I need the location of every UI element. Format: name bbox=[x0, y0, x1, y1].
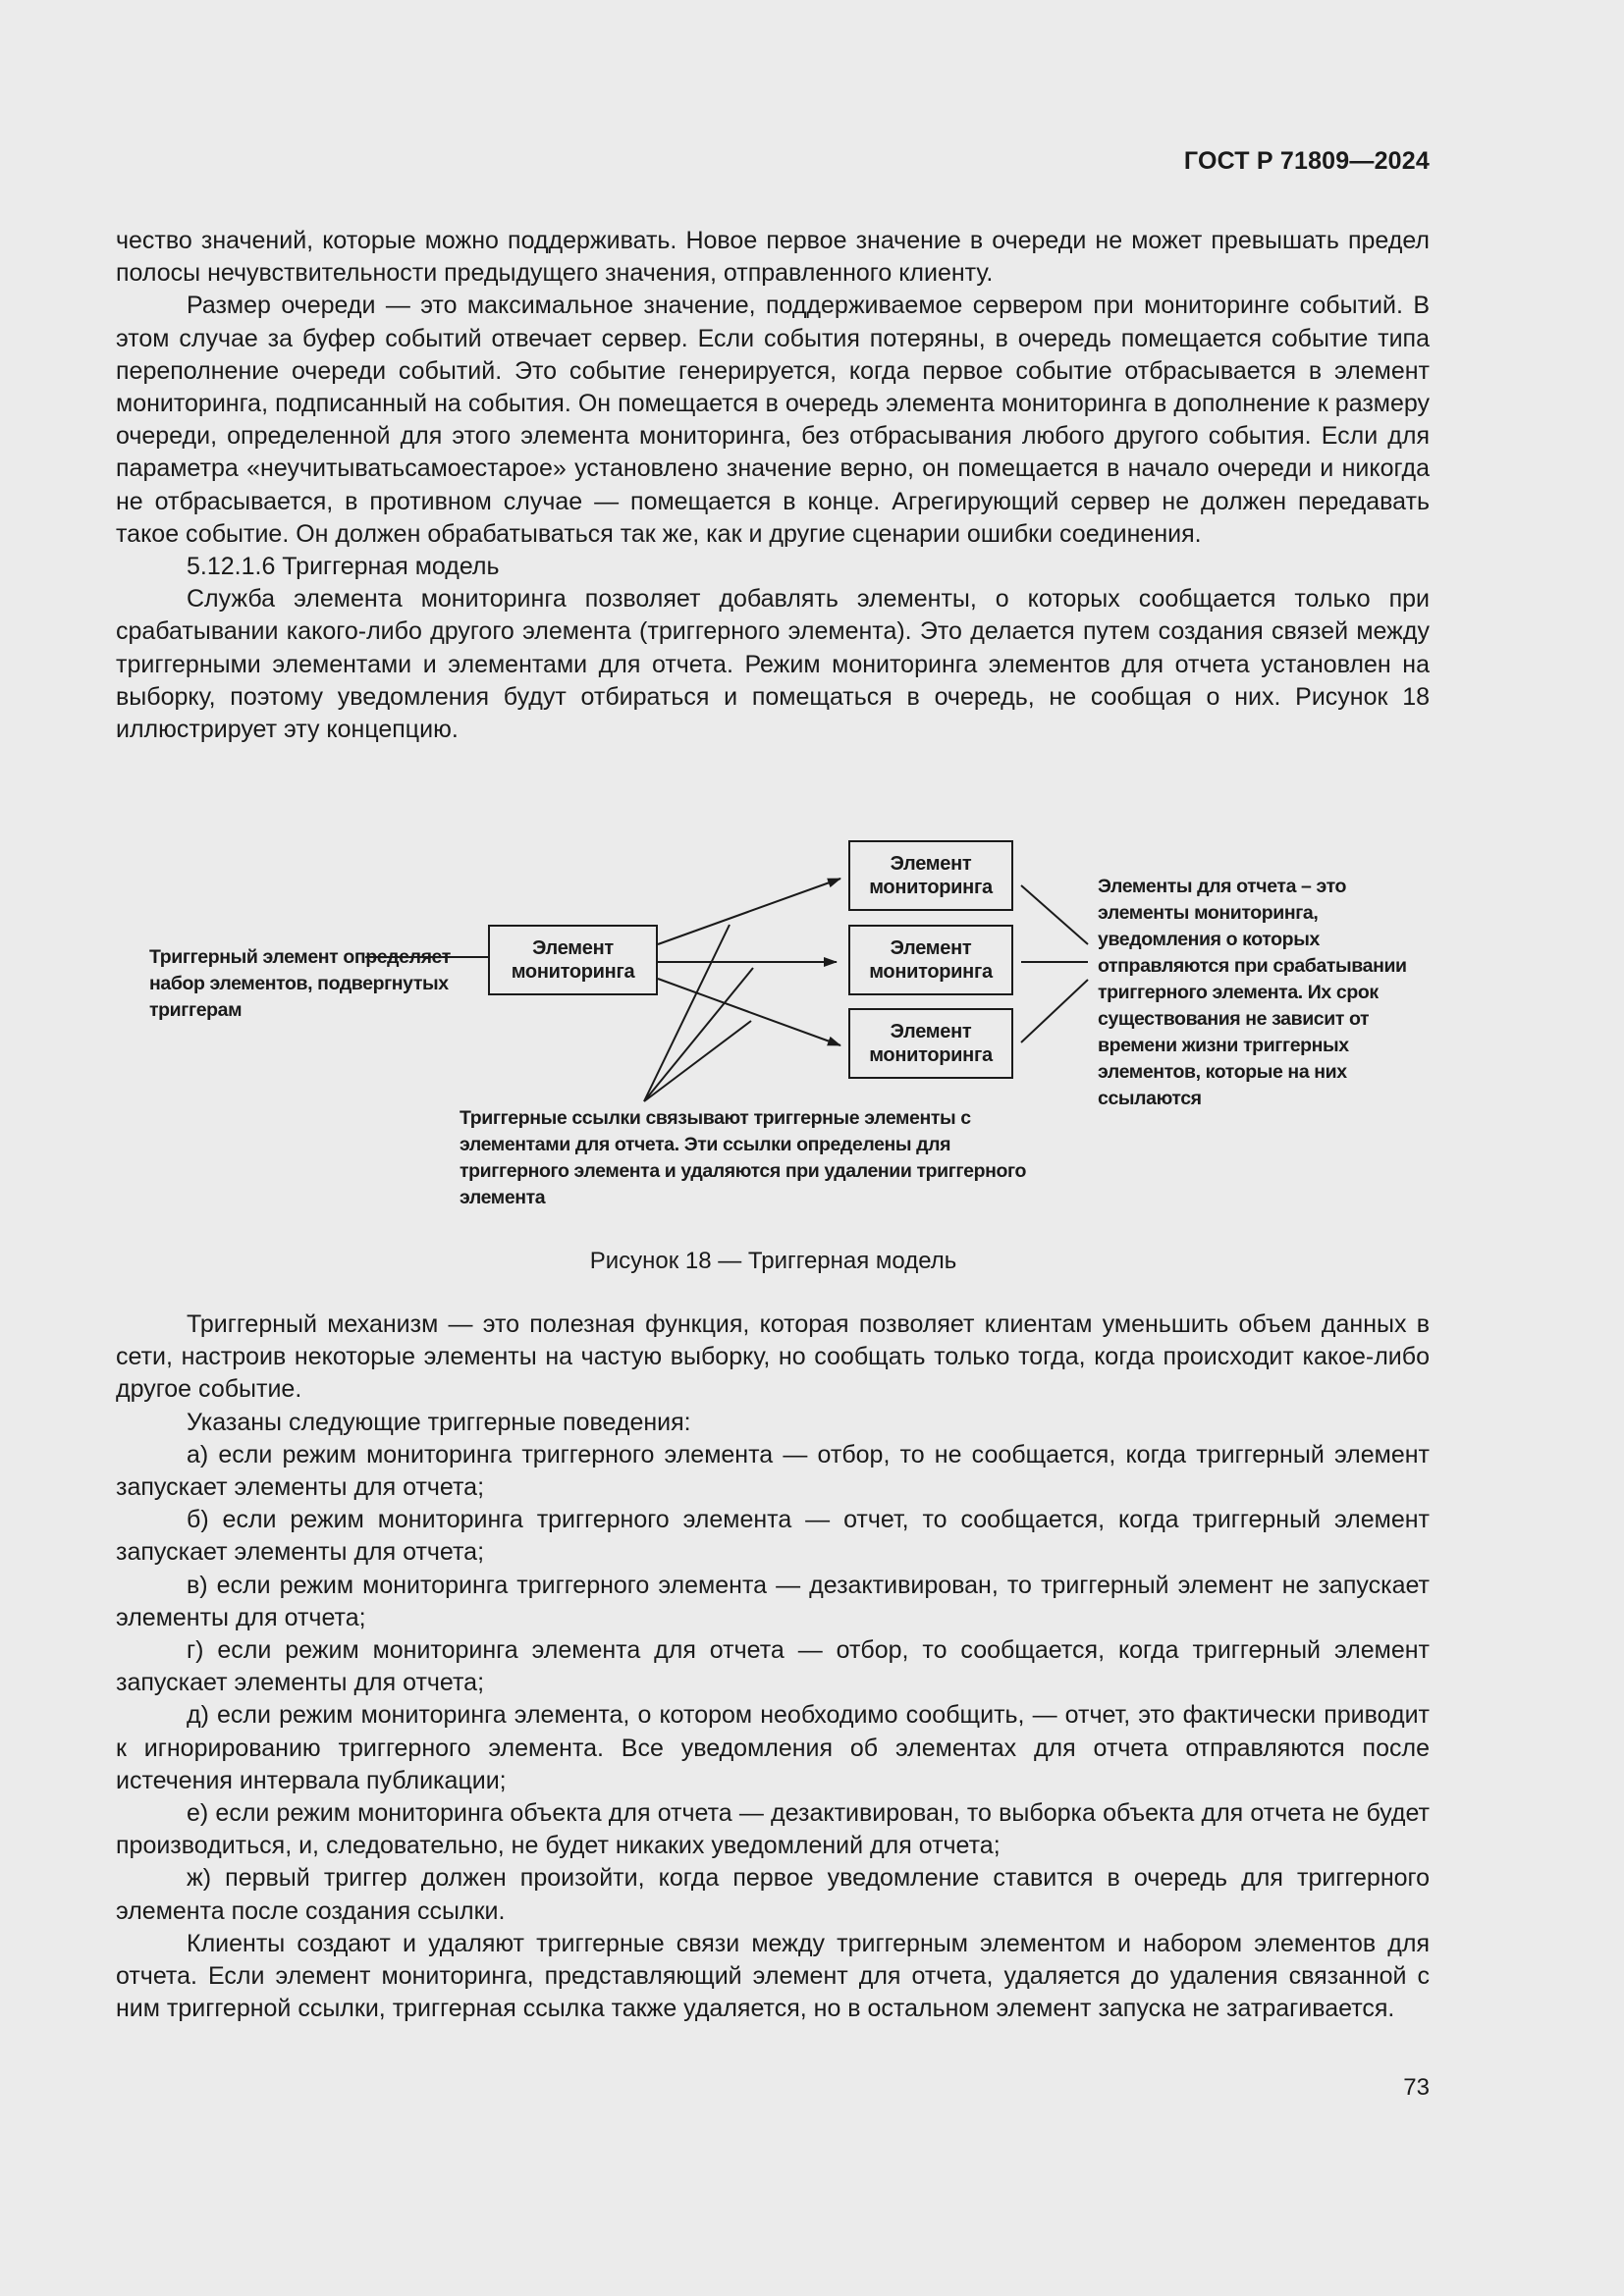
figure-trigger-model bbox=[0, 825, 1624, 1237]
paragraph-continuation: чество значений, которые можно поддерживать. Новое первое значение в очереди не может превышать предел полосы нечувствительности предыдущего значения, отправленного клиенту. bbox=[116, 227, 1430, 288]
trigger-link-3 bbox=[644, 1021, 751, 1101]
bottom-text-block bbox=[116, 1308, 1430, 2025]
section-heading: 5.12.1.6 Триггерная модель bbox=[187, 553, 500, 581]
right-note: Элементы для отчета – это элементы мониторинга, уведомления о которых отправляются при срабатывании триггерного элемента. Их срок существования не зависит от времени жизни триггерных элементов, которые на них ссылаются bbox=[1098, 876, 1407, 1109]
list-item-d: д) если режим мониторинга элемента, о котором необходимо сообщить, — отчет, это фактически приводит к игнорированию триггерного элемента. Все уведомления об элементах для отчета отправляются после истечения интервала публикации; bbox=[116, 1701, 1430, 1794]
paragraph-clients: Клиенты создают и удаляют триггерные связи между триггерным элементом и набором элементов для отчета. Если элемент мониторинга, представляющий элемент для отчета, удаляется до удаления связанной с ним триггерной ссылки, триггерная ссылка также удаляется, но в остальном элемент запуска не затрагивается. bbox=[116, 1929, 1430, 2023]
figure-caption: Рисунок 18 — Триггерная модель bbox=[589, 1248, 957, 1274]
right-note-leader-1 bbox=[1021, 885, 1088, 944]
bottom-note: Триггерные ссылки связывают триггерные элементы с элементами для отчета. Эти ссылки определены для триггерного элемента и удаляются при удалении триггерного элемента bbox=[460, 1107, 1026, 1208]
arrow-to-box-1 bbox=[658, 879, 840, 944]
list-item-e: е) если режим мониторинга объекта для отчета — дезактивирован, то выборка объекта для отчета не будет производиться, и, следовательно, не будет никаких уведомлений для отчета; bbox=[116, 1799, 1430, 1860]
list-item-zh: ж) первый триггер должен произойти, когда первое уведомление ставится в очередь для триггерного элемента после создания ссылки. bbox=[116, 1864, 1430, 1925]
paragraph-trigger-model: Служба элемента мониторинга позволяет добавлять элементы, о которых сообщается только при срабатывании какого-либо другого элемента (триггерного элемента). Это делается путем создания связей между триггерными элементами и элементами для отчета. Режим мониторинга элементов для отчета установлен на выборку, поэтому уведомления будут отбираться и помещаться в очередь, не сообщая о них. Рисунок 18 иллюстрирует эту концепцию. bbox=[116, 585, 1430, 744]
paragraph-queue-size: Размер очереди — это максимальное значение, поддерживаемое сервером при мониторинге событий. В этом случае за буфер событий отвечает сервер. Если события потеряны, в очередь помещается событие типа переполнение очереди событий. Это событие генерируется, когда первое событие отбрасывается в элемент мониторинга, подписанный на события. Он помещается в очередь элемента мониторинга в дополнение к размеру очереди, определенной для этого элемента мониторинга, без отбрасывания любого другого события. Если для параметра «неучитыватьсамоестарое» установлено значение верно, он помещается в начало очереди и никогда не отбрасывается, в противном случае — помещается в конце. Агрегирующий сервер не должен передавать такое событие. Он должен обрабатываться так же, как и другие сценарии ошибки соединения. bbox=[116, 292, 1430, 548]
right-monitoring-box-2: Элемент мониторинга bbox=[848, 925, 1013, 995]
right-note-leader-3 bbox=[1021, 980, 1088, 1042]
left-note: Триггерный элемент определяет набор элементов, подвергнутых триггерам bbox=[149, 946, 451, 1021]
right-monitoring-box-3: Элемент мониторинга bbox=[848, 1008, 1013, 1079]
center-monitoring-box: Элемент мониторинга bbox=[488, 925, 658, 995]
right-monitoring-box-1: Элемент мониторинга bbox=[848, 840, 1013, 911]
list-item-g: г) если режим мониторинга элемента для отчета — отбор, то сообщается, когда триггерный элемент запускает элементы для отчета; bbox=[116, 1636, 1430, 1697]
paragraph-trigger-mechanism: Триггерный механизм — это полезная функция, которая позволяет клиентам уменьшить объем данных в сети, настроив некоторые элементы на частую выборку, но сообщать только тогда, когда происходит какое-либо другое событие. bbox=[116, 1310, 1430, 1404]
page-number: 73 bbox=[1403, 2074, 1430, 2101]
paragraph-behaviours-intro: Указаны следующие триггерные поведения: bbox=[187, 1408, 691, 1436]
top-text-block bbox=[116, 225, 1430, 746]
document-code: ГОСТ Р 71809—2024 bbox=[1183, 147, 1430, 175]
list-item-a: а) если режим мониторинга триггерного элемента — отбор, то не сообщается, когда триггерный элемент запускает элементы для отчета; bbox=[116, 1440, 1430, 1502]
list-item-v: в) если режим мониторинга триггерного элемента — дезактивирован, то триггерный элемент не запускает элементы для отчета; bbox=[116, 1571, 1430, 1631]
list-item-b: б) если режим мониторинга триггерного элемента — отчет, то сообщается, когда триггерный элемент запускает элементы для отчета; bbox=[116, 1506, 1430, 1567]
arrow-to-box-3 bbox=[658, 979, 840, 1045]
